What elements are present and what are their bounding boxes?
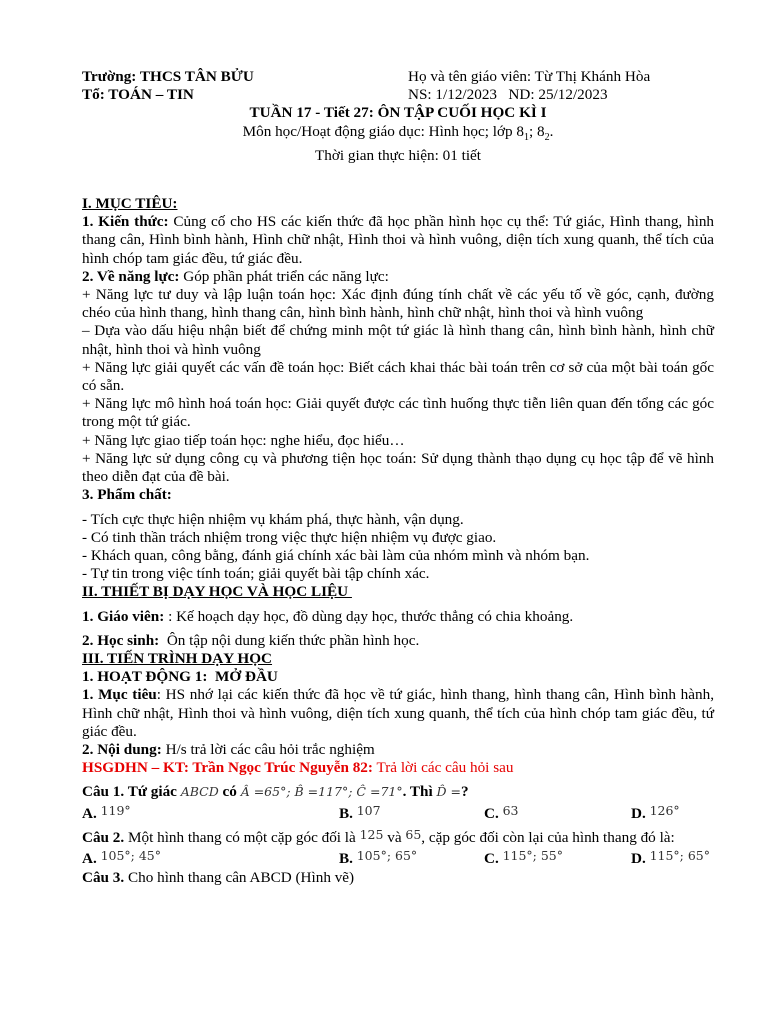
option-value: 115°; 55° bbox=[502, 847, 564, 863]
question-1-option-d[interactable] bbox=[631, 802, 680, 823]
option-letter: B. bbox=[339, 804, 353, 822]
teacher-equipment-text: : Kế hoạch dạy học, đồ dùng dạy học, thước thẳng có chia khoảng. bbox=[164, 607, 574, 625]
skill-item: + Năng lực tư duy và lập luận toán học: Xác định đúng tính chất về các yếu tố về góc, cạnh, đường chéo của hình thang, hình thang cân, hình bình hành, hình chữ nhật, hình thoi và hình vuông bbox=[82, 286, 714, 322]
section-process-heading: III. TIẾN TRÌNH DẠY HỌC bbox=[82, 649, 273, 667]
skills-text: Góp phần phát triển các năng lực: bbox=[179, 267, 389, 285]
quality-item: - Có tinh thần trách nhiệm trong việc thực hiện nhiệm vụ được giao. bbox=[82, 528, 497, 546]
knowledge-text: Củng cố cho HS các kiến thức đã học phần hình học cụ thể: Tứ giác, Hình thang, hình thang cân, Hình bình hành, Hình chữ nhật, Hình thoi và hình vuông, diện tích xung quanh, thể tích của hình chóp tam giác đều, tứ giác đều. bbox=[82, 213, 715, 267]
option-value: 63 bbox=[502, 802, 519, 818]
student-equipment bbox=[82, 632, 714, 650]
goal-label: 1. Mục tiêu bbox=[82, 686, 157, 704]
skill-item: + Năng lực mô hình hoá toán học: Giải quyết được các tình huống thực tiễn liên quan đến tổng các góc trong một tứ giác. bbox=[82, 395, 714, 431]
skill-item: + Năng lực sử dụng công cụ và phương tiện học toán: Sử dụng thành thạo dụng cụ học tập để vẽ hình theo diễn đạt của đề bài. bbox=[82, 449, 714, 486]
red-instruction bbox=[82, 759, 714, 777]
question-1-text-d: ? bbox=[461, 783, 469, 801]
quality-item: - Tự tin trong việc tính toán; giải quyết bài tập chính xác. bbox=[82, 565, 430, 583]
question-2-options bbox=[82, 847, 714, 869]
option-letter: A. bbox=[82, 849, 97, 867]
skill-item: – Dựa vào dấu hiệu nhận biết để chứng minh một tứ giác là hình thang cân, hình bình hành, hình chữ nhật, hình thoi và hình vuông bbox=[82, 322, 714, 358]
knowledge-paragraph bbox=[82, 213, 714, 268]
quality-item: - Tích cực thực hiện nhiệm vụ khám phá, thực hành, vận dụng. bbox=[82, 510, 464, 528]
question-2-text-b: và bbox=[383, 828, 406, 846]
question-1-label: Câu 1. bbox=[82, 783, 125, 801]
goal-paragraph bbox=[82, 686, 714, 741]
question-3-label: Câu 3. bbox=[82, 868, 125, 886]
question-2-label: Câu 2. bbox=[82, 828, 125, 846]
option-letter: B. bbox=[339, 849, 353, 867]
option-letter: D. bbox=[631, 804, 646, 822]
option-value: 119° bbox=[100, 802, 131, 818]
option-value: 105°; 45° bbox=[100, 847, 162, 863]
option-value: 107 bbox=[356, 802, 381, 818]
question-1-text-a: Tứ giác bbox=[124, 783, 181, 801]
option-letter: A. bbox=[82, 804, 97, 822]
content-paragraph bbox=[82, 741, 714, 759]
option-letter: D. bbox=[631, 849, 646, 867]
question-2-math-a: 125 bbox=[359, 826, 384, 842]
option-value: 115°; 65° bbox=[649, 847, 711, 863]
question-2-option-c[interactable] bbox=[484, 847, 563, 868]
lesson-duration: Thời gian thực hiện: 01 tiết bbox=[315, 146, 481, 164]
question-2-text-c: , cặp góc đối còn lại của hình thang đó là: bbox=[421, 828, 675, 846]
question-2-text-a: Một hình thang có một cặp góc đối là bbox=[124, 828, 360, 846]
team-name: Tổ: TOÁN – TIN bbox=[82, 86, 194, 104]
option-value: 105°; 65° bbox=[356, 847, 418, 863]
skills-paragraph bbox=[82, 268, 714, 286]
grade-sub-b: 2 bbox=[544, 131, 550, 143]
question-2-option-d[interactable] bbox=[631, 847, 710, 868]
question-2-math-b: 65 bbox=[405, 826, 422, 842]
question-1 bbox=[82, 783, 714, 801]
option-value: 126° bbox=[649, 802, 680, 818]
goal-text: : HS nhớ lại các kiến thức đã học về tứ giác, hình thang, hình thang cân, Hình bình hành, Hình chữ nhật, Hình thoi và hình vuông, diện tích xung quanh, thể tích của hình chóp tam giác đều, tứ giác đều. bbox=[82, 686, 714, 740]
knowledge-label: 1. Kiến thức: bbox=[82, 213, 169, 231]
grade-sub-a: 1 bbox=[523, 131, 529, 143]
question-1-text-c: . Thì bbox=[402, 783, 437, 801]
grade-separator: ; 8 bbox=[528, 122, 545, 140]
lesson-title: TUẦN 17 - Tiết 27: ÔN TẬP CUỐI HỌC KÌ I bbox=[249, 104, 547, 122]
question-1-math-a: ABCD bbox=[180, 784, 219, 800]
question-1-option-a[interactable] bbox=[82, 802, 131, 823]
question-1-math-c: D̂ = bbox=[436, 784, 462, 800]
lesson-dates: NS: 1/12/2023 ND: 25/12/2023 bbox=[408, 86, 608, 104]
question-3-text: Cho hình thang cân ABCD (Hình vẽ) bbox=[124, 868, 355, 886]
skills-label: 2. Về năng lực: bbox=[82, 267, 180, 285]
header-row-1 bbox=[82, 68, 714, 86]
quality-item: - Khách quan, công bằng, đánh giá chính xác bài làm của nhóm mình và nhóm bạn. bbox=[82, 546, 590, 564]
option-letter: C. bbox=[484, 849, 499, 867]
question-1-option-b[interactable] bbox=[339, 802, 381, 823]
teacher-equipment bbox=[82, 608, 714, 626]
qualities-label: 3. Phẩm chất: bbox=[82, 486, 172, 504]
question-1-math-b: Â =65°; B̂ =117°; Ĉ =71° bbox=[240, 784, 403, 800]
activity-heading: 1. HOẠT ĐỘNG 1: MỞ ĐẦU bbox=[82, 668, 278, 686]
school-name: Trường: THCS TÂN BỬU bbox=[82, 68, 254, 85]
skill-item: + Năng lực giao tiếp toán học: nghe hiểu, đọc hiểu… bbox=[82, 431, 405, 449]
option-letter: C. bbox=[484, 804, 499, 822]
question-1-options bbox=[82, 802, 714, 824]
question-3 bbox=[82, 869, 714, 887]
student-equipment-label: 2. Học sinh: bbox=[82, 631, 160, 649]
subject-line bbox=[82, 123, 714, 147]
subject-text: Môn học/Hoạt động giáo dục: Hình học; lớp 8 bbox=[242, 122, 524, 140]
question-2-option-b[interactable] bbox=[339, 847, 417, 868]
section-equipment-heading: II. THIẾT BỊ DẠY HỌC VÀ HỌC LIỆU bbox=[82, 583, 352, 601]
document-page bbox=[82, 68, 714, 887]
content-text: H/s trả lời các câu hỏi trắc nghiệm bbox=[161, 740, 375, 758]
content-label: 2. Nội dung: bbox=[82, 740, 162, 758]
section-objectives-heading: I. MỤC TIÊU: bbox=[82, 195, 178, 213]
question-1-option-c[interactable] bbox=[484, 802, 518, 823]
teacher-name: Họ và tên giáo viên: Từ Thị Khánh Hòa bbox=[408, 68, 651, 85]
student-equipment-text: Ôn tập nội dung kiến thức phần hình học. bbox=[159, 631, 420, 649]
red-instruction-text: Trả lời các câu hỏi sau bbox=[372, 759, 514, 777]
subject-end: . bbox=[549, 122, 554, 140]
teacher-equipment-label: 1. Giáo viên: bbox=[82, 607, 165, 625]
question-1-text-b: có bbox=[218, 783, 241, 801]
question-2 bbox=[82, 826, 714, 847]
header-row-2 bbox=[82, 86, 714, 104]
skill-item: + Năng lực giải quyết các vấn đề toán học: Biết cách khai thác bài toán trên cơ sở của một bài toán gốc có sẵn. bbox=[82, 358, 714, 395]
red-instruction-label: HSGDHN – KT: Trần Ngọc Trúc Nguyễn 82: bbox=[82, 759, 373, 777]
question-2-option-a[interactable] bbox=[82, 847, 161, 868]
